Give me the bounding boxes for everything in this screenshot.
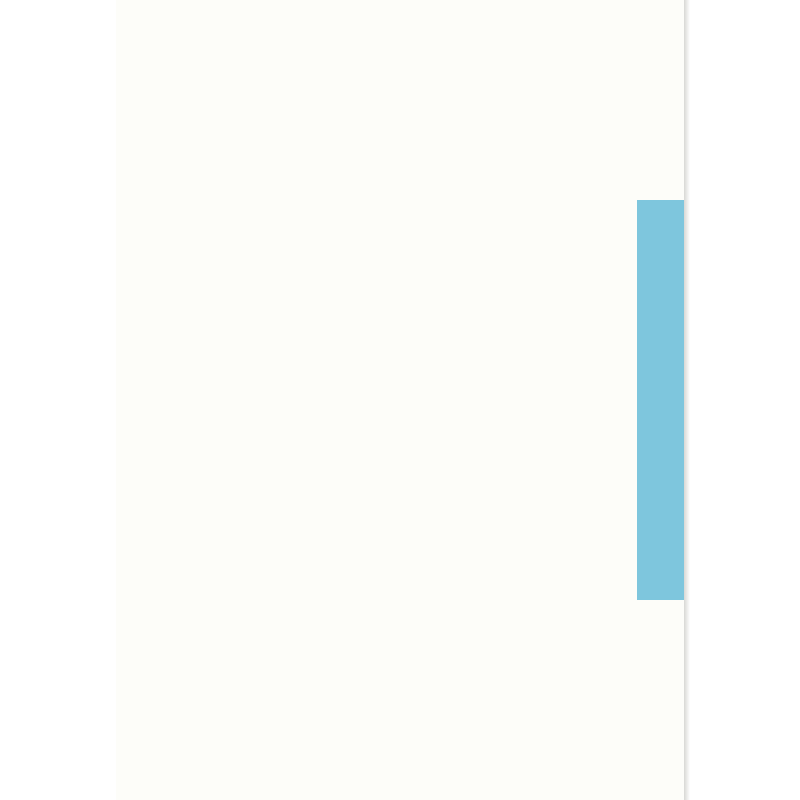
- book-page: [116, 0, 684, 800]
- page-edge: [684, 0, 690, 800]
- apple-border-top: [116, 2, 684, 52]
- body-text: [162, 51, 636, 63]
- watermark-banner: [637, 200, 689, 600]
- apple-border-bottom: [116, 742, 684, 800]
